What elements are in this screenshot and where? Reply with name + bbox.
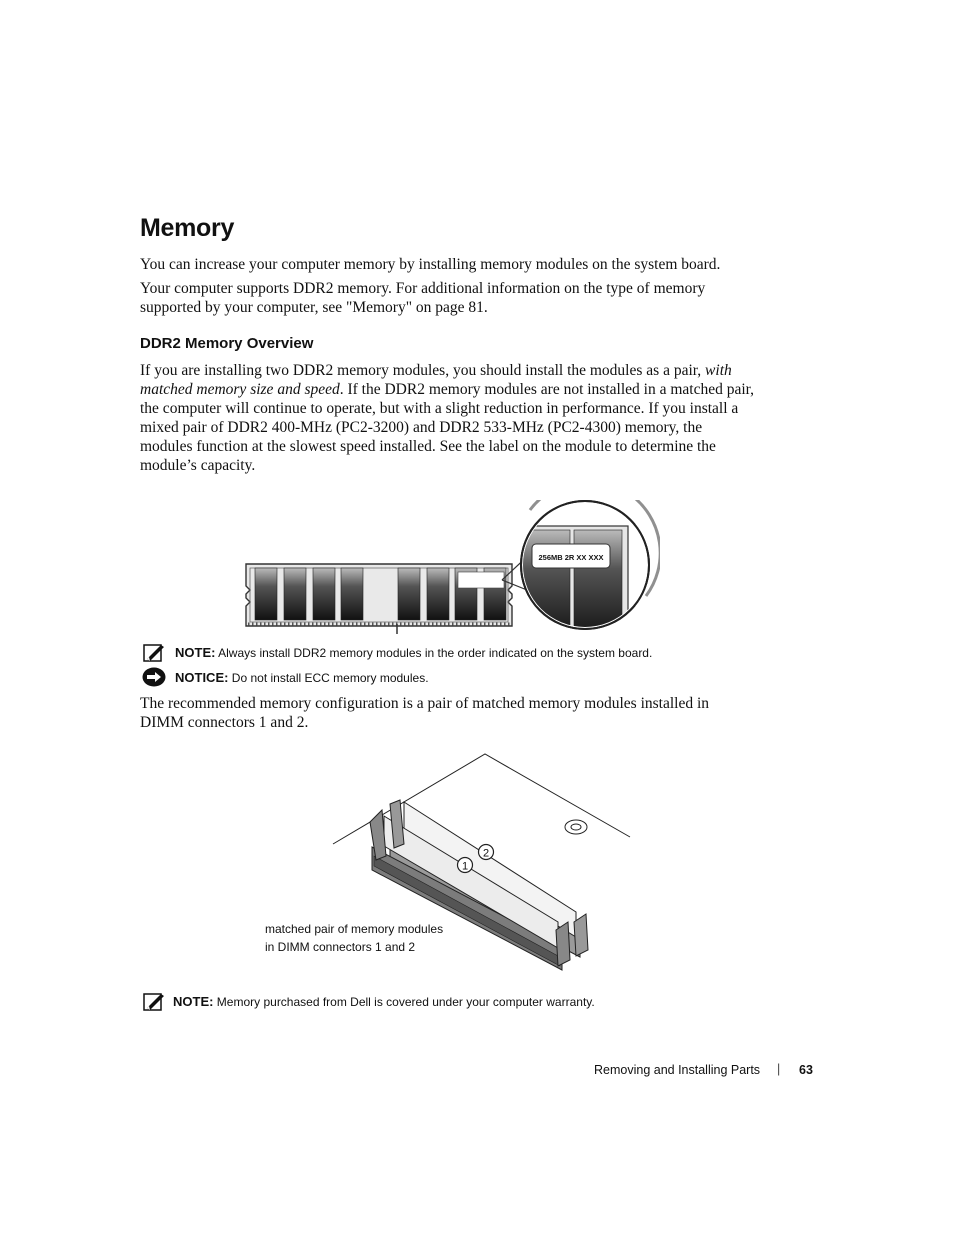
overview-line-2-emphasis: matched memory size and speed xyxy=(140,381,340,398)
overview-line-4: mixed pair of DDR2 400-MHz (PC2-3200) and DDR2 533-MHz (PC2-4300) memory, the xyxy=(140,419,703,436)
notice-text: Do not install ECC memory modules. xyxy=(231,671,429,685)
note-1-text: Always install DDR2 memory modules in the order indicated on the system board. xyxy=(218,646,653,660)
page-number: 63 xyxy=(799,1063,813,1077)
overview-line-1-emphasis: with xyxy=(705,362,732,379)
figure-caption-line-1: matched pair of memory modules xyxy=(265,922,444,936)
overview-line-1a: If you are installing two DDR2 memory modules, you should install the modules as a pair, xyxy=(140,362,706,379)
memory-module-illustration xyxy=(240,500,660,640)
callout-1: 1 xyxy=(461,860,469,873)
figure-caption xyxy=(265,920,443,956)
figure-caption-line-2: in DIMM connectors 1 and 2 xyxy=(265,940,416,954)
intro-paragraph-2 xyxy=(140,279,760,317)
note-pencil-icon xyxy=(143,643,165,663)
note-pencil-icon-2 xyxy=(143,992,165,1012)
overview-line-5: modules function at the slowest speed installed. See the label on the module to determine the xyxy=(140,438,716,455)
notice-label: NOTICE: xyxy=(175,670,229,685)
intro-2-line-1: Your computer supports DDR2 memory. For additional information on the type of memory xyxy=(140,280,706,297)
page-title: Memory xyxy=(140,214,235,242)
footer-section-title: Removing and Installing Parts xyxy=(594,1063,761,1077)
overview-line-6: module’s capacity. xyxy=(140,457,256,474)
recommend-line-2: DIMM connectors 1 and 2. xyxy=(140,714,309,731)
callout-2: 2 xyxy=(482,847,490,860)
recommendation-paragraph xyxy=(140,694,760,732)
note-2 xyxy=(173,994,595,1009)
overview-line-2b: . If the DDR2 memory modules are not installed in a matched pair, xyxy=(339,381,755,398)
recommend-line-1: The recommended memory configuration is a pair of matched memory modules installed in xyxy=(140,695,710,712)
overview-paragraph xyxy=(140,361,780,475)
footer-separator: | xyxy=(777,1062,781,1076)
module-label-text: 256MB 2R XX XXX xyxy=(538,553,604,562)
intro-2-line-2: supported by your computer, see "Memory" on page 81. xyxy=(140,299,488,316)
notice xyxy=(175,670,429,685)
note-1-label: NOTE: xyxy=(175,645,216,660)
note-2-text: Memory purchased from Dell is covered under your computer warranty. xyxy=(216,995,595,1009)
notice-arrow-icon xyxy=(142,667,166,687)
note-1 xyxy=(175,645,652,660)
section-heading: DDR2 Memory Overview xyxy=(140,335,314,352)
intro-paragraph-1: You can increase your computer memory by installing memory modules on the system board. xyxy=(140,256,721,273)
overview-line-3: the computer will continue to operate, but with a slight reduction in performance. If you install a xyxy=(140,400,739,417)
note-2-label: NOTE: xyxy=(173,994,214,1009)
